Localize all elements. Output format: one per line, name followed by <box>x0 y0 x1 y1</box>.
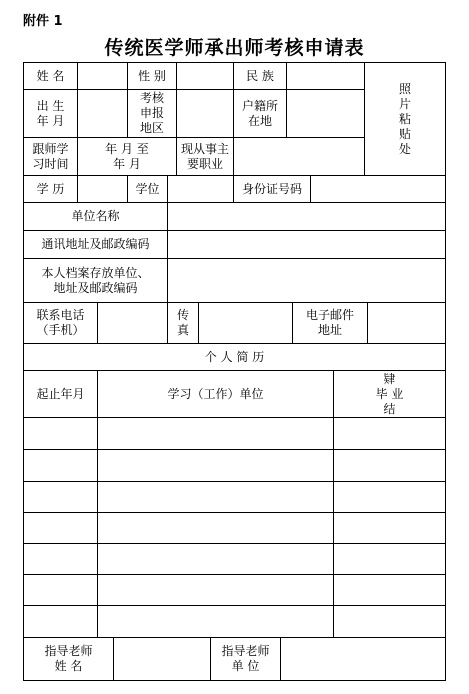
employer-label: 单位名称 <box>71 209 120 223</box>
ethnicity-label: 民 族 <box>246 68 274 83</box>
resume-section-title: 个 人 简 历 <box>204 349 265 364</box>
attachment-label: 附件 1 <box>23 14 63 29</box>
table-line <box>23 481 446 482</box>
table-line <box>233 137 234 175</box>
education-label: 学 历 <box>36 181 65 196</box>
degree-label: 学位 <box>135 181 160 196</box>
fax-label: 传 真 <box>176 308 189 337</box>
table-line <box>77 175 78 202</box>
table-line <box>167 202 168 302</box>
table-line <box>310 175 311 202</box>
household-location-label: 户籍所 在地 <box>241 98 278 128</box>
table-line <box>23 605 446 606</box>
table-line <box>23 512 446 513</box>
table-line <box>77 62 78 137</box>
table-line <box>176 62 177 137</box>
id-number-label: 身份证号码 <box>241 181 302 196</box>
table-line <box>286 62 287 137</box>
table-line <box>367 302 368 343</box>
table-line <box>23 449 446 450</box>
table-line <box>198 302 199 343</box>
archive-unit-label: 本人档案存放单位、 地址及邮政编码 <box>41 265 150 295</box>
mentor-name-label: 指导老师 姓 名 <box>44 644 93 673</box>
table-line <box>23 680 446 681</box>
resume-col-period: 起止年月 <box>36 386 85 401</box>
email-label: 电子邮件 地址 <box>305 308 354 337</box>
table-line <box>445 62 446 681</box>
table-line <box>167 175 168 202</box>
current-occupation-label: 现从事主 要职业 <box>180 141 229 171</box>
photo-placeholder: 照 片 粘 贴 处 <box>398 81 411 156</box>
phone-label: 联系电话 （手机） <box>36 308 85 337</box>
apprentice-time-label: 跟师学 习时间 <box>32 141 69 171</box>
form-title: 传统医学师承出师考核申请表 <box>104 37 365 59</box>
name-label: 姓 名 <box>36 68 65 83</box>
table-line <box>113 637 114 680</box>
apprentice-period-text: 年 月 至 年 月 <box>105 141 149 171</box>
table-line <box>97 302 98 343</box>
table-line <box>23 417 446 418</box>
gender-label: 性 别 <box>138 68 166 83</box>
resume-col-completion: 肄 毕 业 结 <box>375 371 404 416</box>
exam-region-label: 考核 申报 地区 <box>139 91 164 135</box>
birth-label: 出 生 年 月 <box>36 98 65 128</box>
mentor-unit-label: 指导老师 单 位 <box>221 644 270 673</box>
resume-col-unit: 学习（工作）单位 <box>167 386 264 401</box>
table-line <box>23 543 446 544</box>
address-postcode-label: 通讯地址及邮政编码 <box>41 237 150 251</box>
table-line <box>280 637 281 680</box>
table-line <box>23 574 446 575</box>
